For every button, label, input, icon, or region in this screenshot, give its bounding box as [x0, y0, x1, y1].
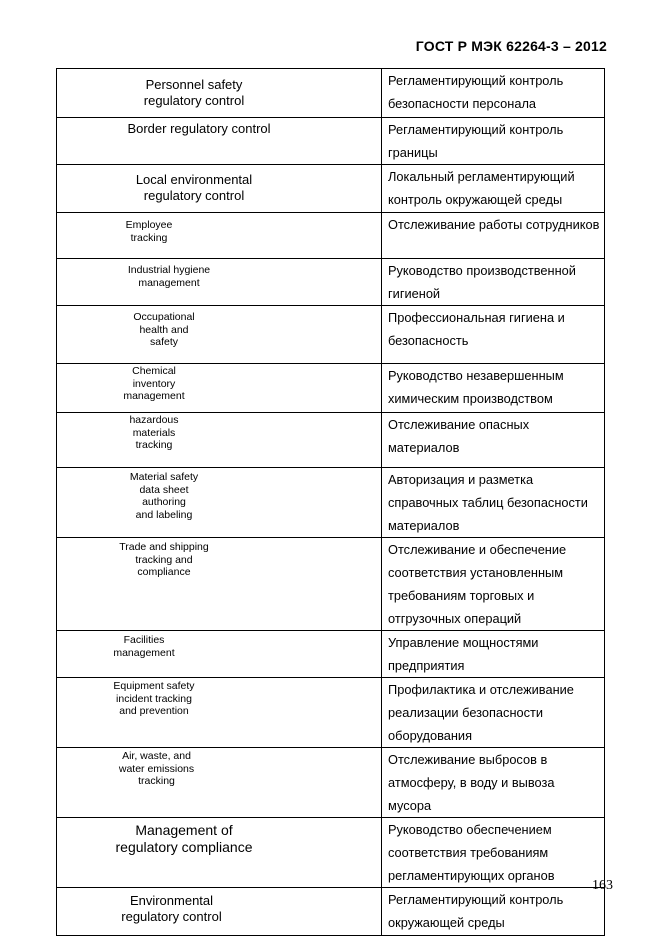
- russian-term-cell: [382, 678, 605, 748]
- russian-term: Отслеживание и обеспечение соответствия установленным требованиям торговых и отгрузочных операций: [388, 542, 567, 626]
- english-term: Environmental regulatory control: [121, 893, 222, 924]
- russian-term-cell: [382, 259, 605, 306]
- russian-term: Отслеживание опасных материалов: [388, 417, 530, 455]
- russian-term-cell: [382, 165, 605, 213]
- english-term-cell: [57, 631, 382, 678]
- table-row: [57, 118, 605, 165]
- russian-term-cell: [382, 69, 605, 118]
- table-row: [57, 631, 605, 678]
- english-term: Employee tracking: [125, 219, 173, 244]
- terms-table: [56, 68, 605, 936]
- table-row: [57, 468, 605, 538]
- page-number: 163: [592, 878, 613, 893]
- russian-term: Отслеживание работы сотрудников: [388, 217, 600, 232]
- russian-term-cell: [382, 213, 605, 259]
- english-term-cell: [57, 364, 382, 413]
- english-term: Occupational health and safety: [133, 311, 195, 349]
- table-row: [57, 364, 605, 413]
- russian-term-cell: [382, 468, 605, 538]
- english-term-cell: [57, 888, 382, 936]
- russian-term: Профессиональная гигиена и безопасность: [388, 310, 565, 348]
- russian-term: Профилактика и отслеживание реализации безопасности оборудования: [388, 682, 574, 743]
- russian-term-cell: [382, 118, 605, 165]
- english-term-cell: [57, 538, 382, 631]
- table-row: [57, 413, 605, 468]
- english-term-cell: [57, 165, 382, 213]
- russian-term-cell: [382, 413, 605, 468]
- english-term-cell: [57, 818, 382, 888]
- english-term: Industrial hygiene management: [127, 264, 211, 289]
- english-term-cell: [57, 306, 382, 364]
- russian-term: Управление мощностями предприятия: [388, 635, 539, 673]
- table-row: [57, 538, 605, 631]
- table-row: [57, 748, 605, 818]
- table-row: [57, 213, 605, 259]
- russian-term: Регламентирующий контроль границы: [388, 122, 564, 160]
- russian-term-cell: [382, 306, 605, 364]
- english-term: Material safety data sheet authoring and labeling: [129, 471, 199, 521]
- english-term: Personnel safety regulatory control: [143, 77, 245, 108]
- russian-term: Руководство производственной гигиеной: [388, 263, 576, 301]
- table-row: [57, 259, 605, 306]
- english-term: Local environmental regulatory control: [135, 172, 253, 203]
- english-term: hazardous materials tracking: [129, 414, 179, 452]
- english-term-cell: [57, 413, 382, 468]
- english-term: Management of regulatory compliance: [115, 822, 253, 855]
- english-term: Equipment safety incident tracking and prevention: [113, 680, 195, 718]
- english-term-cell: [57, 118, 382, 165]
- table-row: [57, 888, 605, 936]
- russian-term: Руководство незавершенным химическим производством: [388, 368, 564, 406]
- english-term: Border regulatory control: [127, 121, 271, 136]
- english-term: Trade and shipping tracking and compliance: [119, 541, 209, 579]
- table-row: [57, 165, 605, 213]
- table-row: [57, 306, 605, 364]
- russian-term-cell: [382, 364, 605, 413]
- russian-term: Руководство обеспечением соответствия требованиям регламентирующих органов: [388, 822, 555, 883]
- english-term: Air, waste, and water emissions tracking: [118, 750, 195, 788]
- russian-term: Регламентирующий контроль безопасности персонала: [388, 73, 564, 111]
- english-term: Facilities management: [113, 634, 175, 659]
- russian-term-cell: [382, 818, 605, 888]
- table-row: [57, 69, 605, 118]
- english-term-cell: [57, 678, 382, 748]
- russian-term: Отслеживание выбросов в атмосферу, в воду и вывоза мусора: [388, 752, 555, 813]
- russian-term: Авторизация и разметка справочных таблиц безопасности материалов: [388, 472, 588, 533]
- document-code: ГОСТ Р МЭК 62264-3 – 2012: [415, 38, 607, 54]
- russian-term-cell: [382, 538, 605, 631]
- table-row: [57, 678, 605, 748]
- english-term-cell: [57, 213, 382, 259]
- english-term-cell: [57, 69, 382, 118]
- table-row: [57, 818, 605, 888]
- english-term-cell: [57, 468, 382, 538]
- russian-term-cell: [382, 888, 605, 936]
- russian-term-cell: [382, 748, 605, 818]
- english-term-cell: [57, 748, 382, 818]
- russian-term: Регламентирующий контроль окружающей среды: [388, 892, 564, 930]
- english-term: Chemical inventory management: [123, 365, 185, 403]
- russian-term-cell: [382, 631, 605, 678]
- russian-term: Локальный регламентирующий контроль окружающей среды: [388, 169, 575, 207]
- english-term-cell: [57, 259, 382, 306]
